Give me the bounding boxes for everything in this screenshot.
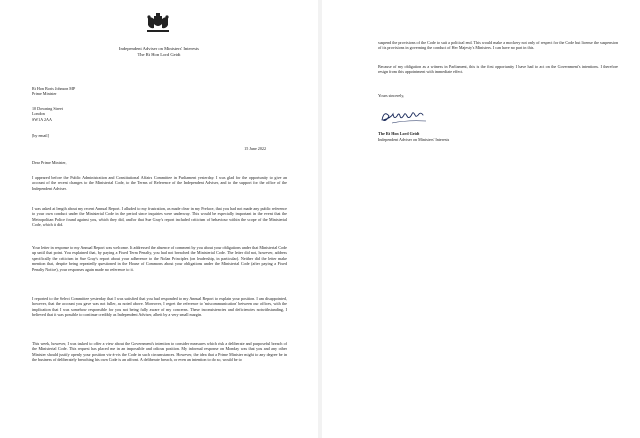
closing: Yours sincerely, bbox=[378, 93, 405, 98]
recipient-address bbox=[32, 106, 287, 122]
letter-page-1 bbox=[0, 0, 318, 438]
recipient-name: Rt Hon Boris Johnson MP bbox=[32, 86, 76, 91]
address-line-2: London bbox=[32, 111, 45, 117]
recipient-block bbox=[32, 86, 287, 97]
paragraph-6: suspend the provisions of the Code to suit a political end. This would make a mockery not only of respect for the Code but license the suspension of its provisions in governing the conduct of Her Majesty's Ministers. I can have no part in this. bbox=[378, 40, 618, 51]
salutation: Dear Prime Minister, bbox=[32, 160, 67, 165]
paragraph-3: Your letter in response to my Annual Report was welcome. It addressed the absence of comment by you about your obligations under that Ministerial Code up until that point. You explained that, by paying a Fixed Term Penalty, you had not breached the Ministerial Code. The letter did not, however, address specifically the criticism in Sue Gray's report about your adherence to the Nolan Principles (on leadership, in particular). Neither did the letter make mention that, despite being repeatedly questioned in the House of Commons about your obligations under the Ministerial Code (after paying a Fixed Penalty Notice), your responses again made no reference to it. bbox=[32, 245, 287, 272]
letter-page-2 bbox=[322, 0, 640, 438]
address-postcode: SW1A 2AA bbox=[32, 116, 52, 122]
letterhead-sender: The Rt Hon Lord Geidt bbox=[137, 52, 181, 57]
paragraph-1: I appeared before the Public Administration and Constitutional Affairs Committee in Parliament yesterday. I was glad for the opportunity to give an account of the recent changes to the Ministerial Code, to the Terms of Reference of the Independent Adviser, and to the support for the office of the Independent Adviser. bbox=[32, 175, 287, 191]
handwritten-signature-icon bbox=[378, 106, 438, 128]
delivery-note: [by email] bbox=[32, 133, 49, 138]
paragraph-2: I was asked at length about my recent Annual Report. I alluded to my frustration, as made clear in my Preface, that you had not made any public reference to your own conduct under the Ministerial Code in the period since inquiries were underway. This would be especially important in the event that the Metropolitan Police found against you, which they did, and/or that Sue Gray's report included criticism of behaviour within the scope of the Ministerial Code, which it did. bbox=[32, 206, 287, 228]
royal-coat-of-arms-icon bbox=[145, 12, 171, 34]
letterhead-office: Independent Adviser on Ministers' Interests bbox=[119, 46, 199, 51]
paragraph-7: Because of my obligation as a witness in Parliament, this is the first opportunity I have had to act on the Government's intentions. I therefore resign from this appointment with immediate effect. bbox=[378, 64, 618, 75]
address-line-1: 10 Downing Street bbox=[32, 106, 63, 111]
paragraph-5: This week, however, I was tasked to offer a view about the Government's intention to consider measures which risk a deliberate and purposeful breach of the Ministerial Code. This request has placed me in an impossible and odious position. My informal response on Monday was that you and any other Minister should justify openly your position vis-à-vis the Code in such circumstances. However, the idea that a Prime Minister might to any degree be in the business of deliberately breaching his own Code is an affront. A deliberate breach, or even an intention to do so, would be to bbox=[32, 341, 287, 363]
letter-date: 15 June 2022 bbox=[244, 146, 266, 151]
signatory-name: The Rt Hon Lord Geidt bbox=[378, 131, 420, 136]
signatory-title: Independent Adviser on Ministers' Interests bbox=[378, 137, 450, 142]
paragraph-4: I reported to the Select Committee yesterday that I was satisfied that you had responded to my Annual Report to explain your position. I am disappointed, however, that the account you gave was not fuller, as noted above. Moreover, I regret the reference to 'miscommunication' between our offices, with the implication that I was somehow responsible for you not being fully aware of my concerns. These inconsistencies and deficiencies notwithstanding, I believed that it was possible to continue credibly as Independent Adviser, albeit by a very small margin. bbox=[32, 296, 287, 318]
recipient-title: Prime Minister bbox=[32, 91, 57, 97]
